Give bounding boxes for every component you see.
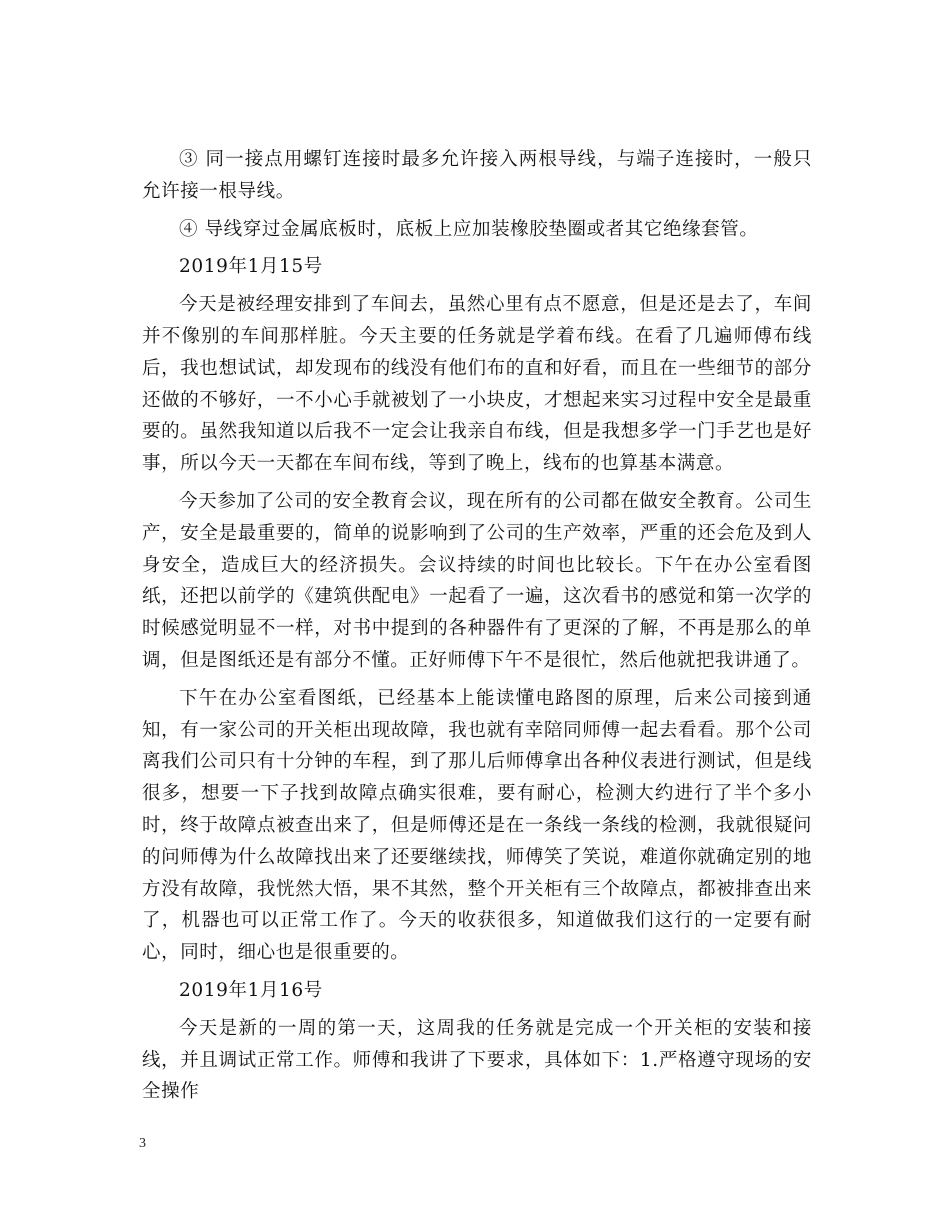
body-paragraph: 今天是新的一周的第一天，这周我的任务就是完成一个开关柜的安装和接线，并且调试正常工作。师傅和我讲了下要求，具体如下：1.严格遵守现场的安全操作 xyxy=(142,1017,812,1103)
body-paragraph: 下午在办公室看图纸，已经基本上能读懂电路图的原理，后来公司接到通知，有一家公司的开关柜出现故障，我也就有幸陪同师傅一起去看看。那个公司离我们公司只有十分钟的车程，到了那儿后师傅拿出各种仪表进行测试，但是线很多，想要一下子找到故障点确实很难，要有耐心，检测大约进行了半个多小时，终于故障点被查出来了，但是师傅还是在一条线一条线的检测，我就很疑问的问师傅为什么故障找出来了还要继续找，师傅笑了笑说，难道你就确定别的地方没有故障，我恍然大悟，果不其然，整个开关柜有三个故障点，都被排查出来了，机器也可以正常工作了。今天的收获很多，知道做我们这行的一定要有耐心，同时，细心也是很重要的。 xyxy=(142,687,812,964)
body-paragraph: 今天是被经理安排到了车间去，虽然心里有点不愿意，但是还是去了，车间并不像别的车间那样脏。今天主要的任务就是学着布线。在看了几遍师傅布线后，我也想试试，却发现布的线没有他们布的直和好看，而且在一些细节的部分还做的不够好，一不小心手就被划了一小块皮，才想起来实习过程中安全是最重要的。虽然我知道以后我不一定会让我亲自布线，但是我想多学一门手艺也是好事，所以今天一天都在车间布线，等到了晚上，线布的也算基本满意。 xyxy=(142,294,812,475)
list-item-4: ④ 导线穿过金属底板时，底板上应加装橡胶垫圈或者其它绝缘套管。 xyxy=(179,218,759,240)
date-heading: 2019年1月16号 xyxy=(179,979,323,1001)
list-item-3: ③ 同一接点用螺钉连接时最多允许接入两根导线，与端子连接时，一般只允许接一根导线。 xyxy=(142,149,812,202)
date-heading: 2019年1月15号 xyxy=(179,256,323,278)
body-paragraph: 今天参加了公司的安全教育会议，现在所有的公司都在做安全教育。公司生产，安全是最重要的，简单的说影响到了公司的生产效率，严重的还会危及到人身安全，造成巨大的经济损失。会议持续的时间也比较长。下午在办公室看图纸，还把以前学的《建筑供配电》一起看了一遍，这次看书的感觉和第一次学的时候感觉明显不一样，对书中提到的各种器件有了更深的了解，不再是那么的单调，但是图纸还是有部分不懂。正好师傅下午不是很忙，然后他就把我讲通了。 xyxy=(142,490,812,671)
document-body xyxy=(142,144,812,1108)
page-number: 3 xyxy=(139,1136,146,1151)
